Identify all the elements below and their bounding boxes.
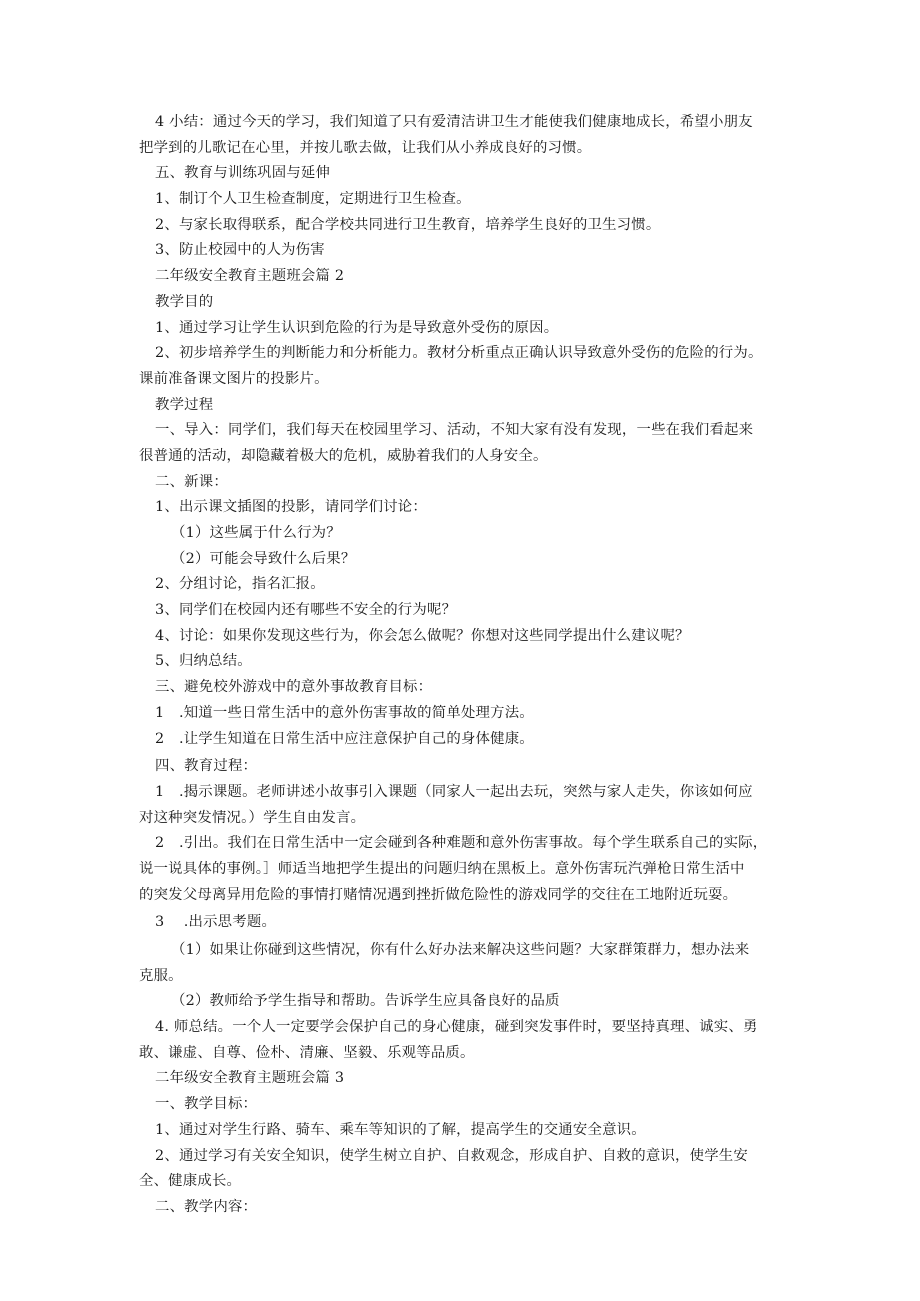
text-line: 2 .让学生知道在日常生活中应注意保护自己的身体健康。: [155, 730, 534, 747]
text-line: （2）教师给予学生指导和帮助。告诉学生应具备良好的品质: [171, 993, 560, 1010]
text-line: 三、避免校外游戏中的意外事故教育目标：: [155, 679, 433, 696]
text-line: 3、防止校园中的人为伤害: [155, 242, 325, 259]
text-line: （2）可能会导致什么后果？: [171, 550, 356, 567]
text-line: 2、初步培养学生的判断能力和分析能力。教材分析重点正确认识导致意外受伤的危险的行为。: [155, 345, 763, 362]
text-line: 说一说具体的事例。］师适当地把学生提出的问题归纳在黑板上。意外伤害玩汽弹枪日常生活中: [139, 860, 745, 877]
text-line: 教学过程: [155, 396, 214, 413]
text-line: （1）这些属于什么行为？: [171, 525, 341, 541]
text-line: 1、通过学习让学生认识到危险的行为是导致意外受伤的原因。: [155, 319, 559, 336]
text-line: 1、通过对学生行路、骑车、乘车等知识的了解，提高学生的交通安全意识。: [155, 1121, 646, 1138]
text-line: 2、与家长取得联系，配合学校共同进行卫生教育，培养学生良好的卫生习惯。: [155, 216, 661, 233]
text-line: （1）如果让你碰到这些情况，你有什么好办法来解决这些问题？大家群策群力，想办法来: [171, 942, 750, 958]
text-line: 把学到的儿歌记在心里，并按儿歌去做，让我们从小养成良好的习惯。: [139, 139, 592, 156]
text-line: 二年级安全教育主题班会篇 2: [155, 268, 345, 285]
text-line: 的突发父母离异用危险的事情打赌情况遇到挫折做危险性的游戏同学的交往在工地附近玩耍。: [139, 886, 738, 903]
text-line: 2、通过学习有关安全知识，使学生树立自护、自救观念，形成自护、自救的意识，使学生安: [155, 1147, 748, 1164]
text-line: 五、教育与训练巩固与延伸: [155, 165, 331, 182]
text-line: 1 .知道一些日常生活中的意外伤害事故的简单处理方法。: [155, 704, 534, 721]
text-line: 4、讨论：如果你发现这些行为，你会怎么做呢？你想对这些同学提出什么建议呢？: [155, 627, 690, 644]
text-line: 4. 师总结。一个人一定要学会保护自己的身心健康，碰到突发事件时，要坚持真理、诚实、勇: [155, 1019, 758, 1036]
text-line: 1、制订个人卫生检查制度，定期进行卫生检查。: [155, 191, 471, 208]
text-line: 全、健康成长。: [139, 1173, 242, 1190]
text-line: 一、导入：同学们，我们每天在校园里学习、活动，不知大家有没有发现，一些在我们看起来: [155, 422, 754, 439]
text-line: 四、教育过程：: [155, 758, 258, 775]
text-line: 教学目的: [155, 293, 214, 310]
text-line: 2、分组讨论，指名汇报。: [155, 576, 325, 593]
text-line: 1、出示课文插图的投影，请同学们讨论：: [155, 499, 427, 516]
text-line: 5、归纳总结。: [155, 653, 252, 670]
text-line: 2 .引出。我们在日常生活中一定会碰到各种难题和意外伤害事故。每个学生联系自己的实际，: [155, 835, 768, 852]
text-line: 3、同学们在校园内还有哪些不安全的行为呢？: [155, 602, 457, 619]
text-line: 3 .出示思考题。: [155, 914, 277, 931]
text-line: 1 .揭示课题。老师讲述小故事引入课题（同家人一起出去玩，突然与家人走失，你该如何应: [155, 783, 753, 800]
text-line: 很普通的活动，却隐藏着极大的危机，威胁着我们的人身安全。: [139, 447, 548, 464]
text-line: 二年级安全教育主题班会篇 3: [155, 1070, 345, 1087]
text-line: 二、新课：: [155, 473, 228, 490]
text-line: 对这种突发情况。）学生自由发言。: [139, 809, 366, 826]
text-line: 敢、谦虚、自尊、俭朴、清廉、坚毅、乐观等品质。: [139, 1044, 475, 1061]
text-line: 4 小结：通过今天的学习，我们知道了只有爱清洁讲卫生才能使我们健康地成长，希望小朋友: [155, 114, 753, 130]
text-line: 课前准备课文图片的投影片。: [139, 370, 329, 387]
text-line: 克服。: [139, 967, 183, 984]
text-line: 一、教学目标：: [155, 1096, 258, 1113]
text-line: 二、教学内容：: [155, 1198, 258, 1215]
document-body: [139, 110, 799, 1221]
